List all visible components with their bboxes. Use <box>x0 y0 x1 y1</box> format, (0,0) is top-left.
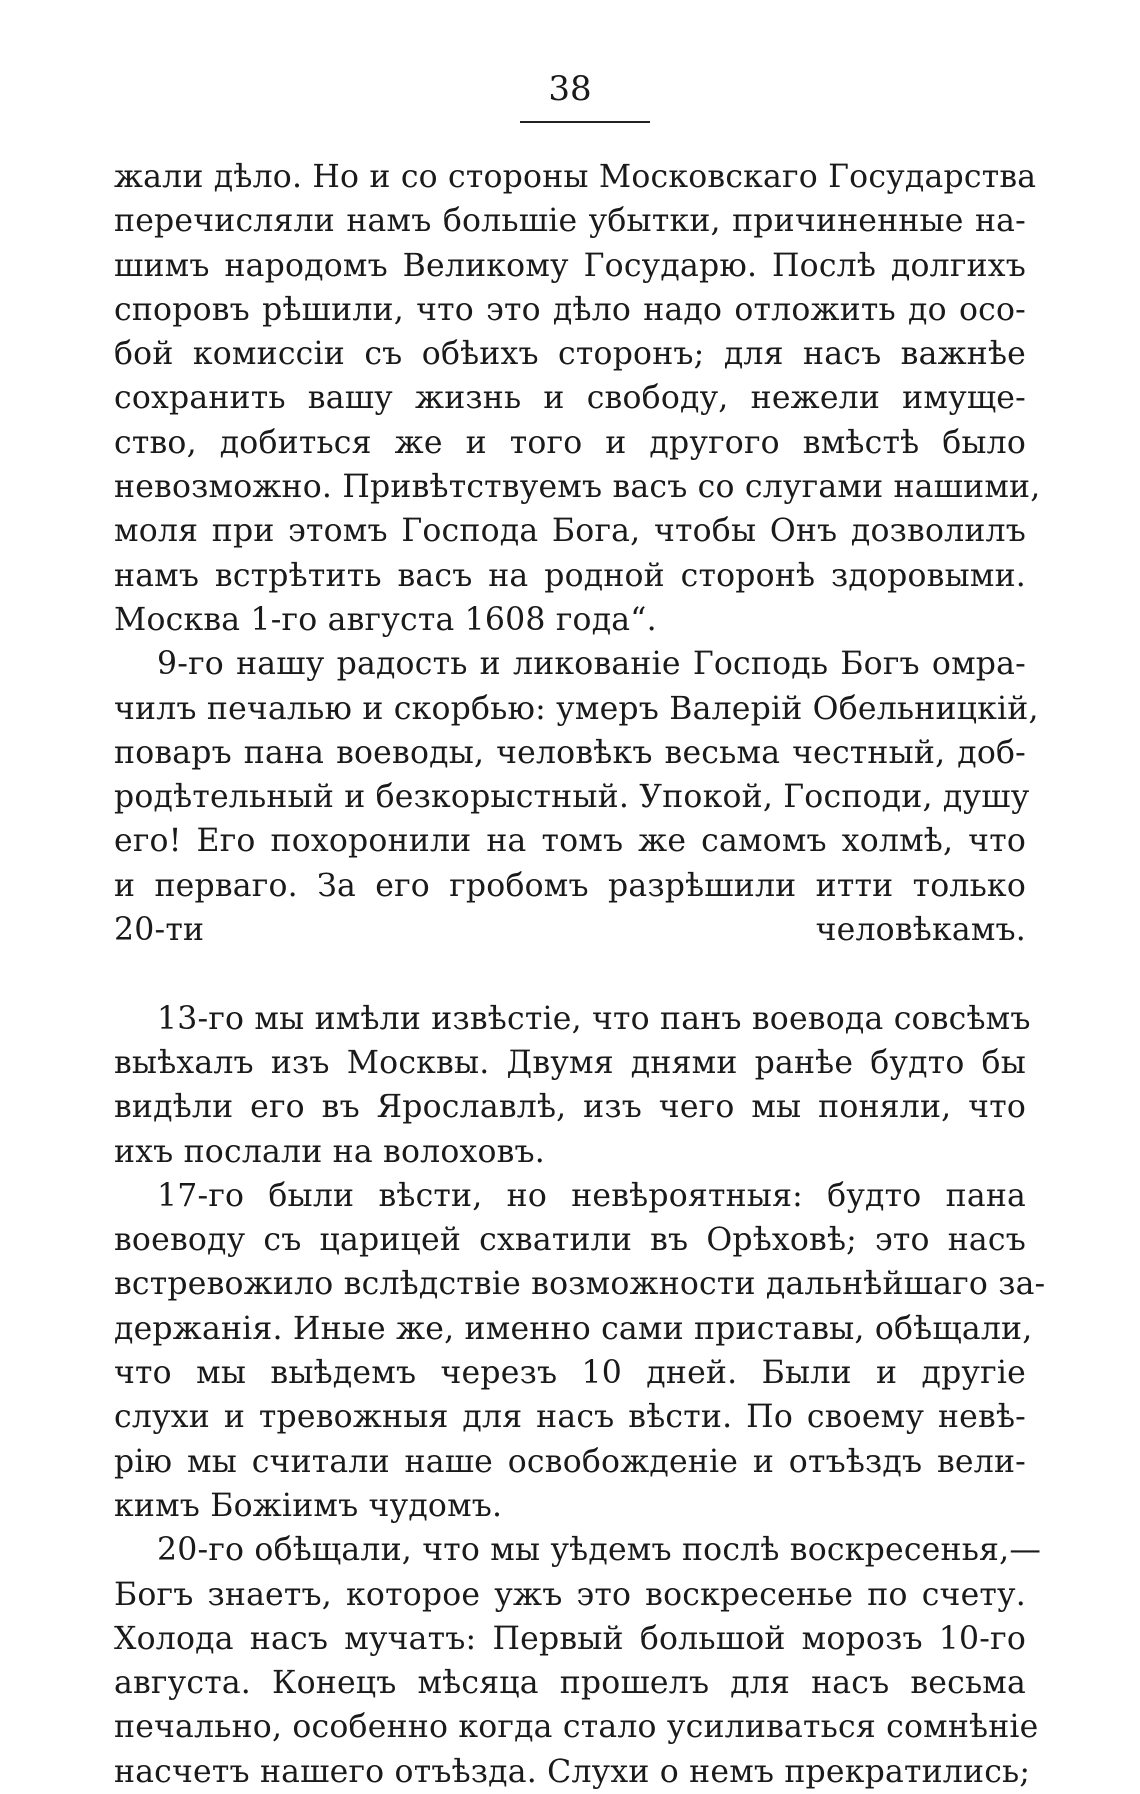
text-line: 20-ти человѣкамъ. <box>114 912 1026 949</box>
text-line: рію мы считали наше освобожденіе и отъѣздъ вели- <box>114 1443 1026 1480</box>
text-line: печально, особенно когда стало усиливаться сомнѣніе <box>114 1709 1039 1746</box>
text-line: слухи и тревожныя для насъ вѣсти. По своему невѣ- <box>114 1399 1026 1436</box>
text-line: невозможно. Привѣтствуемъ васъ со слугами нашими, <box>114 469 1041 506</box>
text-line: августа. Конецъ мѣсяца прошелъ для насъ весьма <box>114 1665 1026 1702</box>
text-line: сохранить вашу жизнь и свободу, нежели имуще- <box>114 380 1026 417</box>
text-line: Холода насъ мучатъ: Первый большой морозъ 10-го <box>114 1620 1026 1657</box>
text-line: Богъ знаетъ, которое ужъ это воскресенье по счету. <box>114 1576 1026 1613</box>
paragraph-3 <box>114 997 1031 1174</box>
page-number-rule <box>520 121 650 123</box>
text-line: и перваго. За его гробомъ разрѣшили итти только <box>114 867 1026 904</box>
text-line: кимъ Божіимъ чудомъ. <box>114 1487 503 1524</box>
page-number: 38 <box>548 69 592 109</box>
text-line: его! Его похоронили на томъ же самомъ холмѣ, что <box>114 823 1026 860</box>
text-line: намъ встрѣтить васъ на родной сторонѣ здоровыми. <box>114 557 1026 594</box>
text-line <box>114 952 1026 996</box>
paragraph-4 <box>114 1174 1046 1528</box>
text-line: ство, добиться же и того и другого вмѣстѣ было <box>114 424 1026 461</box>
text-line: выѣхалъ изъ Москвы. Двумя днями ранѣе будто бы <box>114 1044 1026 1081</box>
text-line: 9-го нашу радость и ликованіе Господь Богъ омра- <box>157 646 1026 683</box>
text-line: перечисляли намъ большіе убытки, причиненные на- <box>114 203 1026 240</box>
text-line: поваръ пана воеводы, человѣкъ весьма честный, доб- <box>114 734 1026 771</box>
paragraph-5 <box>114 1528 1042 1794</box>
text-line: Москва 1-го августа 1608 года“. <box>114 601 657 638</box>
text-line: 13-го мы имѣли извѣстіе, что панъ воевода совсѣмъ <box>157 1000 1031 1037</box>
text-line: видѣли его въ Ярославлѣ, изъ чего мы поняли, что <box>114 1089 1026 1126</box>
text-line: бой комиссіи съ обѣихъ сторонъ; для насъ важнѣе <box>114 336 1026 373</box>
paragraph-1 <box>114 155 1041 642</box>
body-text <box>114 155 1046 1794</box>
paragraph-2 <box>114 642 1039 996</box>
text-line: 17-го были вѣсти, но невѣроятныя: будто пана <box>157 1177 1026 1214</box>
text-line: чилъ печалью и скорбью: умеръ Валерій Обельницкій, <box>114 690 1039 727</box>
text-line: споровъ рѣшили, что это дѣло надо отложить до осо- <box>114 291 1026 328</box>
text-line: родѣтельный и безкорыстный. Упокой, Господи, душу <box>114 779 1030 816</box>
text-line: шимъ народомъ Великому Государю. Послѣ долгихъ <box>114 247 1026 284</box>
text-line: что мы выѣдемъ черезъ 10 дней. Были и другіе <box>114 1355 1026 1392</box>
text-line: насчетъ нашего отъѣзда. Слухи о немъ прекратились; <box>114 1753 1031 1790</box>
text-line: держанія. Иные же, именно сами приставы, обѣщали, <box>114 1310 1033 1347</box>
text-line: моля при этомъ Господа Бога, чтобы Онъ дозволилъ <box>114 513 1026 550</box>
text-line: жали дѣло. Но и со стороны Московскаго Государства <box>114 159 1037 195</box>
text-line: встревожило вслѣдствіе возможности дальнѣйшаго за- <box>114 1266 1046 1303</box>
text-line: 20-го обѣщали, что мы уѣдемъ послѣ воскресенья,— <box>157 1532 1042 1569</box>
text-line: ихъ послали на волоховъ. <box>114 1133 546 1170</box>
text-line: воеводу съ царицей схватили въ Орѣховѣ; это насъ <box>114 1222 1026 1259</box>
